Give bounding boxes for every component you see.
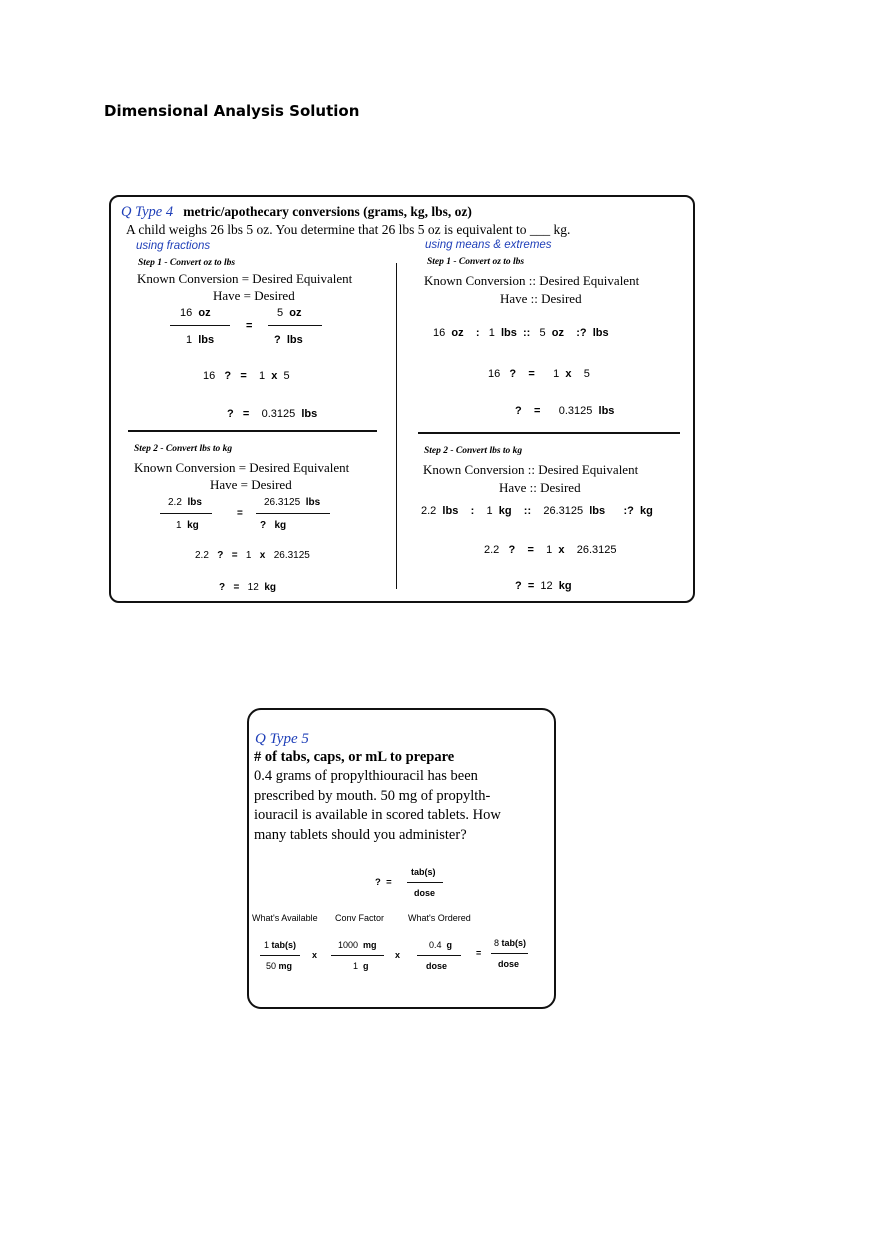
left-s2-den2: ? kg bbox=[260, 520, 287, 531]
left-step1-title: Step 1 - Convert oz to lbs bbox=[138, 258, 236, 268]
right-s2-proportion: 2.2 lbs : 1 kg :: 26.3125 lbs :? kg bbox=[421, 505, 653, 517]
left-s1-num1: 16 oz bbox=[180, 307, 211, 319]
q5-op3: = bbox=[476, 948, 482, 958]
left-step-divider bbox=[128, 430, 377, 432]
left-s1-den1: 1 lbs bbox=[186, 334, 215, 346]
q4-label: Q Type 4 bbox=[121, 204, 174, 220]
left-s2-cross: 2.2 ? = 1 x 26.3125 bbox=[195, 550, 310, 561]
q5-frac2-num: 1000 mg bbox=[338, 940, 377, 950]
right-step2-rule2: Have :: Desired bbox=[499, 480, 581, 495]
right-step-divider bbox=[418, 432, 680, 434]
right-s2-result: ? = 12 kg bbox=[515, 580, 572, 592]
right-step1-title: Step 1 - Convert oz to lbs bbox=[427, 257, 525, 267]
left-s2-result: ? = 12 kg bbox=[219, 582, 276, 593]
q5-problem bbox=[254, 767, 501, 845]
left-s1-den2: ? lbs bbox=[274, 334, 303, 346]
q5-frac1-bar bbox=[260, 955, 300, 956]
q-type-4-figure bbox=[109, 195, 695, 603]
left-s1-bar2 bbox=[268, 325, 322, 326]
q5-label-ordered: What's Ordered bbox=[408, 913, 471, 923]
q5-label-available: What's Available bbox=[252, 913, 318, 923]
left-step1-rule2: Have = Desired bbox=[213, 288, 295, 303]
column-divider bbox=[396, 263, 397, 589]
left-s1-bar1 bbox=[170, 325, 230, 326]
left-s2-bar2 bbox=[256, 513, 330, 514]
left-s2-num2: 26.3125 lbs bbox=[264, 497, 321, 508]
left-step2-title: Step 2 - Convert lbs to kg bbox=[134, 444, 233, 454]
q5-frac3-den: dose bbox=[426, 961, 448, 971]
left-step2-rule1: Known Conversion = Desired Equivalent bbox=[134, 460, 350, 475]
right-s1-cross: 16 ? = 1 x 5 bbox=[488, 368, 590, 380]
left-step2-rule2: Have = Desired bbox=[210, 477, 292, 492]
q5-line: many tablets should you administer? bbox=[254, 826, 467, 843]
q5-frac1-den: 50 mg bbox=[266, 961, 293, 971]
q5-heading: # of tabs, caps, or mL to prepare bbox=[254, 749, 455, 765]
q5-op2: x bbox=[395, 950, 401, 960]
q5-formula-lhs: ? = bbox=[375, 877, 392, 888]
q5-line: 0.4 grams of propylthiouracil has been bbox=[254, 768, 478, 784]
left-method-label: using fractions bbox=[136, 240, 211, 252]
left-step1-rule1: Known Conversion = Desired Equivalent bbox=[137, 271, 353, 286]
q5-formula-den: dose bbox=[414, 888, 436, 898]
q5-frac2-bar bbox=[331, 955, 384, 956]
page-title: Dimensional Analysis Solution bbox=[104, 102, 360, 120]
right-step1-rule2: Have :: Desired bbox=[500, 291, 582, 306]
right-step1-rule1: Known Conversion :: Desired Equivalent bbox=[424, 273, 640, 288]
q5-frac3-num: 0.4 g bbox=[429, 940, 453, 950]
left-s1-result: ? = 0.3125 lbs bbox=[227, 408, 318, 420]
left-s1-cross: 16 ? = 1 x 5 bbox=[203, 370, 290, 382]
q4-header bbox=[121, 204, 472, 221]
q5-op1: x bbox=[312, 950, 318, 960]
q4-problem: A child weighs 26 lbs 5 oz. You determine that 26 lbs 5 oz is equivalent to ___ kg. bbox=[126, 222, 571, 237]
q5-frac4-den: dose bbox=[498, 959, 520, 969]
q5-frac4-num: 8 tab(s) bbox=[494, 938, 527, 948]
q5-label-conv: Conv Factor bbox=[335, 913, 385, 923]
left-s2-bar1 bbox=[160, 513, 212, 514]
q5-formula-num: tab(s) bbox=[411, 867, 436, 877]
left-s1-num2: 5 oz bbox=[277, 307, 302, 319]
right-s2-cross: 2.2 ? = 1 x 26.3125 bbox=[484, 544, 617, 556]
q5-label: Q Type 5 bbox=[255, 731, 309, 747]
q4-heading: metric/apothecary conversions (grams, kg, lbs, oz) bbox=[183, 204, 472, 219]
right-step2-rule1: Known Conversion :: Desired Equivalent bbox=[423, 462, 639, 477]
q5-frac3-bar bbox=[417, 955, 461, 956]
right-method-label: using means & extremes bbox=[425, 239, 552, 251]
q5-line: iouracil is available in scored tablets. How bbox=[254, 807, 501, 824]
right-s1-proportion: 16 oz : 1 lbs :: 5 oz :? lbs bbox=[433, 327, 609, 339]
q5-formula-bar bbox=[407, 882, 443, 883]
left-s1-equals: = bbox=[246, 320, 253, 332]
left-s2-equals: = bbox=[237, 508, 243, 519]
right-s1-result: ? = 0.3125 lbs bbox=[515, 405, 615, 417]
left-s2-num1: 2.2 lbs bbox=[168, 497, 202, 508]
right-step2-title: Step 2 - Convert lbs to kg bbox=[424, 446, 523, 456]
left-s2-den1: 1 kg bbox=[176, 520, 199, 531]
q5-frac1-num: 1 tab(s) bbox=[264, 940, 297, 950]
q5-line: prescribed by mouth. 50 mg of propylth- bbox=[254, 787, 491, 804]
q5-frac2-den: 1 g bbox=[353, 961, 369, 971]
q5-frac4-bar bbox=[491, 953, 528, 954]
